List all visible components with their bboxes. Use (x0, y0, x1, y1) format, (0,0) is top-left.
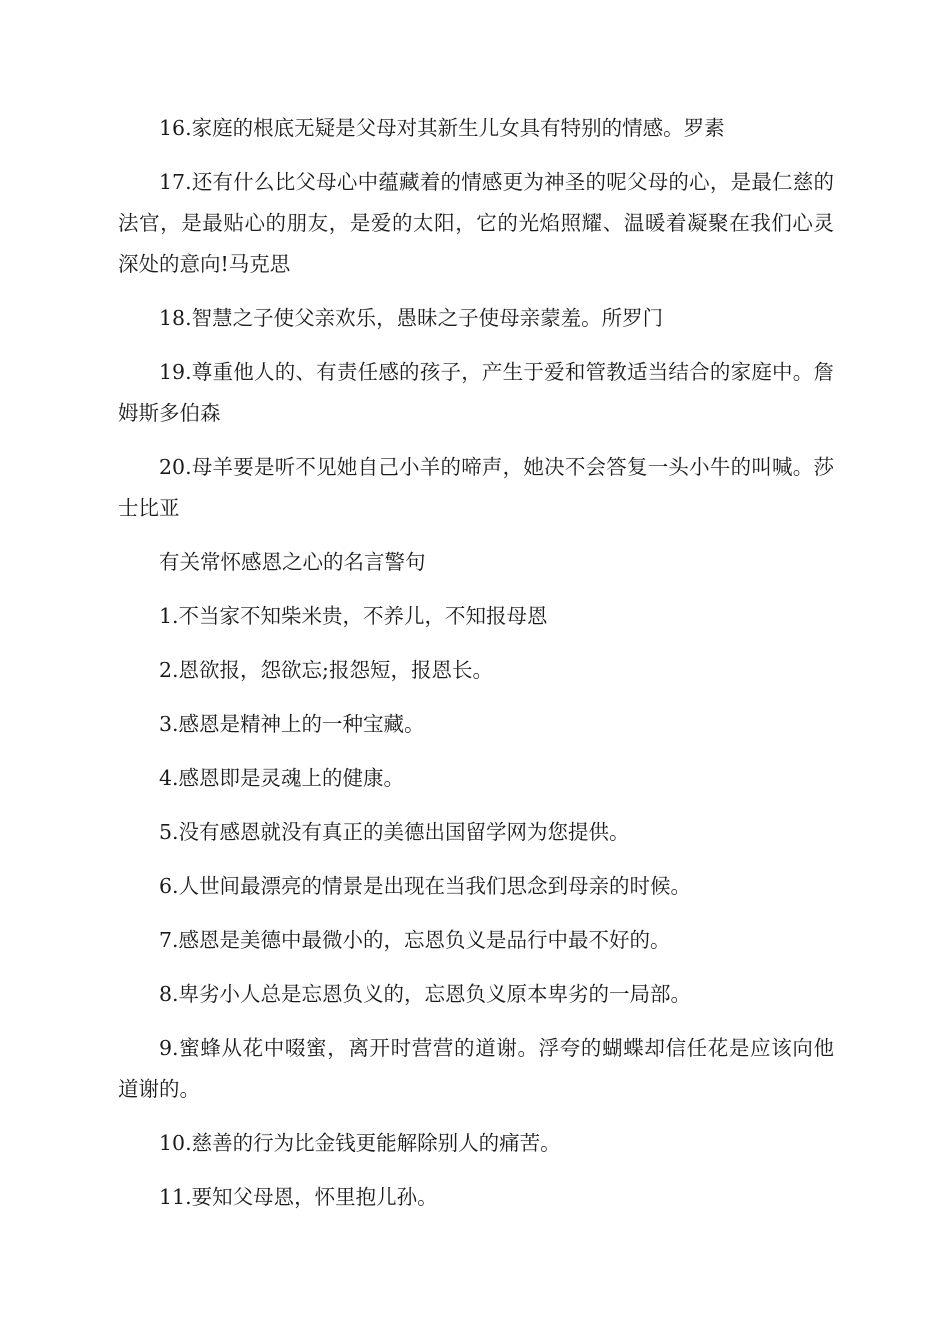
paragraph-quote-19: 19.尊重他人的、有责任感的孩子，产生于爱和管教适当结合的家庭中。詹姆斯多伯森 (118, 360, 834, 425)
paragraph-gratitude-1: 1.不当家不知柴米贵，不养儿，不知报母恩 (159, 604, 548, 628)
paragraph-quote-17: 17.还有什么比父母心中蕴藏着的情感更为神圣的呢父母的心，是最仁慈的法官，是最贴心的朋友，是爱的太阳，它的光焰照耀、温暖着凝聚在我们心灵深处的意向!马克思 (118, 170, 834, 276)
paragraph-gratitude-4: 4.感恩即是灵魂上的健康。 (159, 766, 405, 790)
document-body (118, 108, 834, 1231)
paragraph-gratitude-3: 3.感恩是精神上的一种宝藏。 (159, 712, 425, 736)
paragraph-gratitude-8: 8.卑劣小人总是忘恩负义的，忘恩负义原本卑劣的一局部。 (159, 982, 692, 1006)
paragraph-quote-16: 16.家庭的根底无疑是父母对其新生儿女具有特别的情感。罗素 (159, 116, 725, 140)
paragraph-gratitude-9: 9.蜜蜂从花中啜蜜，离开时营营的道谢。浮夸的蝴蝶却信任花是应该向他道谢的。 (118, 1036, 834, 1101)
paragraph-gratitude-11: 11.要知父母恩，怀里抱儿孙。 (159, 1185, 438, 1209)
paragraph-gratitude-6: 6.人世间最漂亮的情景是出现在当我们思念到母亲的时候。 (159, 874, 692, 898)
paragraph-gratitude-7: 7.感恩是美德中最微小的，忘恩负义是品行中最不好的。 (159, 928, 671, 952)
section-heading: 有关常怀感恩之心的名言警句 (159, 550, 426, 574)
paragraph-quote-20: 20.母羊要是听不见她自己小羊的啼声，她决不会答复一头小牛的叫喊。莎士比亚 (118, 455, 834, 520)
paragraph-gratitude-5: 5.没有感恩就没有真正的美德出国留学网为您提供。 (159, 820, 630, 844)
paragraph-quote-18: 18.智慧之子使父亲欢乐，愚昧之子使母亲蒙羞。所罗门 (159, 306, 664, 330)
paragraph-gratitude-10: 10.慈善的行为比金钱更能解除别人的痛苦。 (159, 1131, 561, 1155)
paragraph-gratitude-2: 2.恩欲报，怨欲忘;报怨短，报恩长。 (159, 658, 493, 682)
